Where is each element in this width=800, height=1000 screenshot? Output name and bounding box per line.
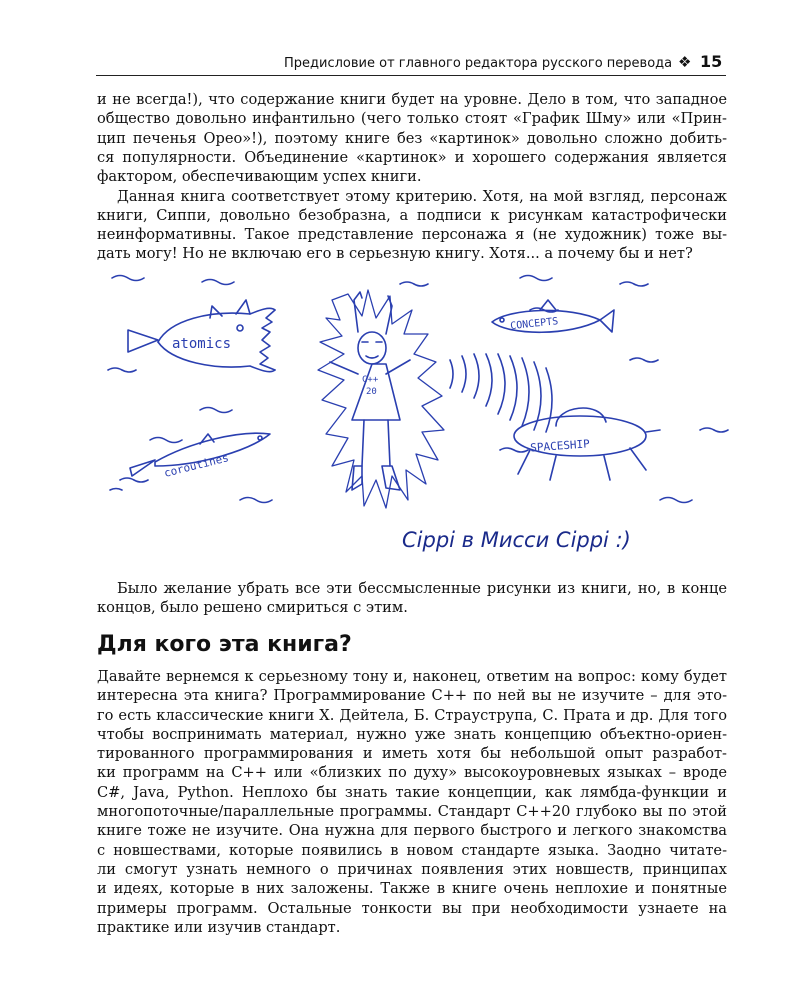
text-line: книги, Сиппи, довольно безобразна, а подписи к рисункам катастрофически — [97, 206, 727, 224]
after-figure-paragraph — [97, 579, 727, 618]
text-line: ли смогут узнать немного о причинах появления этих новшеств, принципах — [97, 860, 727, 878]
cippi-character — [318, 290, 444, 508]
text-line: дать могу! Но не включаю его в серьезную книгу. Хотя... а почему бы и нет? — [97, 245, 693, 263]
header-rule — [96, 75, 726, 76]
illustration-caption: Cippi в Миccи Cippi :) — [402, 528, 631, 552]
shirt-20-label: 20 — [366, 387, 377, 397]
text-line: многопоточные/параллельные программы. Стандарт С++20 глубоко вы по этой — [97, 803, 727, 821]
concepts-label: CONCEPTS — [509, 316, 559, 333]
text-line: C#, Java, Python. Неплохо бы знать такие концепции, как лямбда-функции и — [97, 783, 727, 801]
ufo-label: SPACESHIP — [529, 437, 591, 455]
running-header — [96, 50, 726, 76]
intro-paragraph — [97, 90, 727, 186]
critique-paragraph — [97, 187, 727, 264]
cippi-illustration — [100, 270, 730, 570]
text-line: ся популярности. Объединение «картинок» и хорошего содержания является — [97, 148, 727, 166]
text-line: с новшествами, которые появились в новом стандарте языка. Заодно читате- — [97, 841, 727, 859]
page-number: 15 — [700, 52, 723, 71]
text-line: Было желание убрать все эти бессмысленные рисунки из книги, но, в конце — [117, 580, 727, 597]
text-line: тированного программирования и иметь хотя бы небольшой опыт разработ- — [97, 745, 727, 763]
concepts-fish — [492, 300, 614, 332]
text-line: Давайте вернемся к серьезному тону и, наконец, ответим на вопрос: кому будет — [97, 668, 727, 685]
spaceship-ufo — [514, 408, 660, 480]
text-line: общество довольно инфантильно (чего только стоят «График Шму» или «Прин- — [97, 110, 727, 128]
text-line: Данная книга соответствует этому критерию. Хотя, на мой взгляд, персонаж — [117, 187, 727, 205]
text-line: ки программ на С++ или «близких по духу» высокоуровневых языках – вроде — [97, 764, 727, 782]
text-line: интересна эта книга? Программирование С++ по ней вы не изучите – для это- — [97, 687, 727, 705]
shirt-cpp-label: C++ — [362, 375, 379, 385]
atomics-fish — [128, 300, 275, 372]
text-line: книге тоже не изучите. Она нужна для первого быстрого и легкого знакомства — [97, 822, 727, 840]
header-title: Предисловие от главного редактора русского перевода — [284, 56, 673, 71]
text-line: цип печенья Орео»!), поэтому книге без «картинок» довольно сложно добить- — [97, 129, 727, 147]
text-line: чтобы воспринимать материал, нужно уже знать концепцию объектно-ориен- — [97, 725, 727, 743]
section-heading: Для кого эта книга? — [97, 632, 352, 657]
text-line: концов, было решено смириться с этим. — [97, 599, 408, 617]
ornament-icon: ❖ — [678, 53, 692, 71]
text-line: и не всегда!), что содержание книги будет на уровне. Дело в том, что западное — [97, 91, 727, 108]
text-line: и идеях, которые в них заложены. Также в книге очень неплохие и понятные — [97, 880, 727, 898]
text-line: примеры программ. Остальные тонкости вы при необходимости узнаете на — [97, 899, 727, 917]
text-line: фактором, обеспечивающим успех книги. — [97, 168, 422, 186]
atomics-label: atomics — [172, 336, 232, 352]
text-line: го есть классические книги Х. Дейтела, Б. Страуструпа, С. Прата и др. Для того — [97, 706, 727, 724]
coroutines-label: coroutines — [162, 451, 231, 480]
text-line: практике или изучив стандарт. — [97, 918, 341, 936]
text-line: неинформативны. Такое представление персонажа я (не художник) тоже вы- — [97, 226, 727, 244]
section-paragraph — [97, 667, 727, 937]
